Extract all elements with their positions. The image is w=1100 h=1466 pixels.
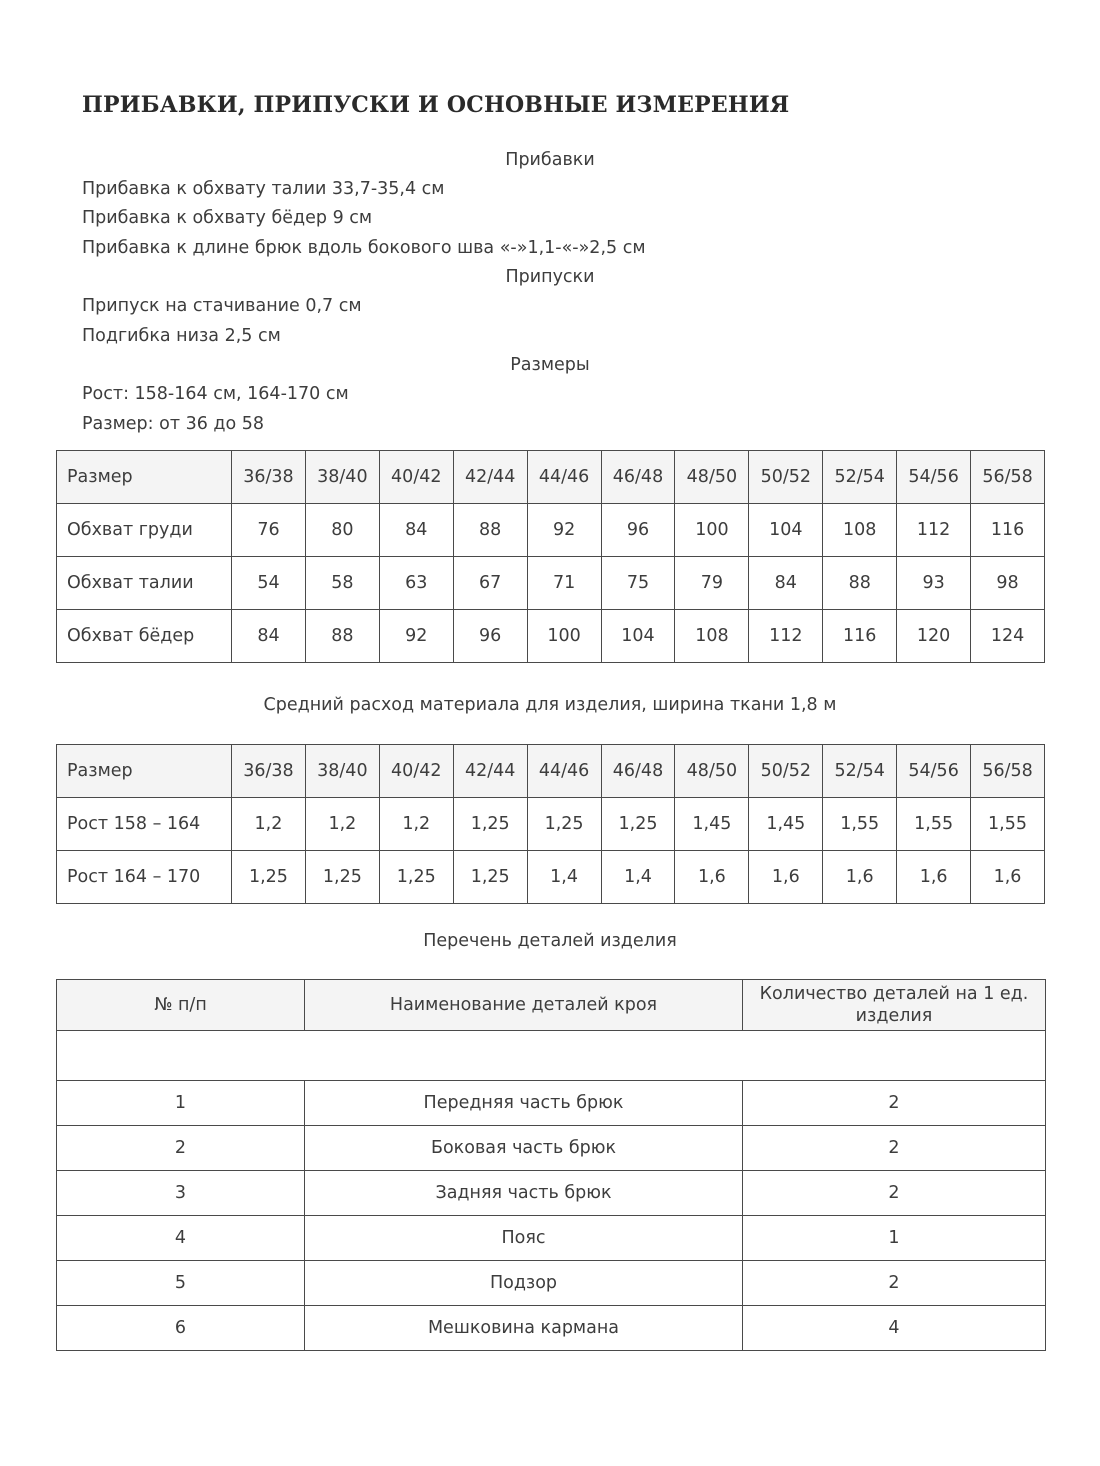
table-header-row bbox=[57, 745, 1045, 798]
table-row bbox=[57, 1216, 1046, 1261]
table-cell: 4 bbox=[743, 1306, 1046, 1351]
table-cell: 40/42 bbox=[379, 451, 453, 504]
blank-row bbox=[57, 1031, 1046, 1081]
allowance-line: Прибавка к обхвату бёдер 9 см bbox=[82, 208, 373, 228]
table-cell: Размер bbox=[57, 745, 232, 798]
table-cell: 71 bbox=[527, 557, 601, 610]
table-cell: 3 bbox=[57, 1171, 305, 1216]
table-cell: 5 bbox=[57, 1261, 305, 1306]
table-cell: 88 bbox=[823, 557, 897, 610]
table-cell: 2 bbox=[743, 1081, 1046, 1126]
table-cell: 1,55 bbox=[823, 798, 897, 851]
table-cell: 44/46 bbox=[527, 451, 601, 504]
allowance-line: Прибавка к длине брюк вдоль бокового шва «-»1,1-«-»2,5 см bbox=[82, 238, 646, 258]
table-cell: 40/42 bbox=[379, 745, 453, 798]
table-cell: 1,6 bbox=[971, 851, 1045, 904]
table-cell: 1 bbox=[743, 1216, 1046, 1261]
table-cell: 63 bbox=[379, 557, 453, 610]
table-cell: Обхват бёдер bbox=[57, 610, 232, 663]
table-cell: 67 bbox=[453, 557, 527, 610]
table-cell: Рост 158 – 164 bbox=[57, 798, 232, 851]
table-header-row bbox=[57, 980, 1046, 1031]
table-cell: 6 bbox=[57, 1306, 305, 1351]
table-cell: 1,45 bbox=[749, 798, 823, 851]
allowance-line: Прибавка к обхвату талии 33,7-35,4 см bbox=[82, 179, 445, 199]
table-cell: 93 bbox=[897, 557, 971, 610]
table-cell: 2 bbox=[743, 1126, 1046, 1171]
table-cell: 80 bbox=[305, 504, 379, 557]
table-cell: 98 bbox=[971, 557, 1045, 610]
table-row bbox=[57, 798, 1045, 851]
table-row bbox=[57, 851, 1045, 904]
table-cell: 116 bbox=[823, 610, 897, 663]
table-cell: 112 bbox=[897, 504, 971, 557]
measurements-table bbox=[56, 450, 1045, 663]
table-cell: 1,6 bbox=[749, 851, 823, 904]
table-cell: 76 bbox=[232, 504, 306, 557]
parts-heading: Перечень деталей изделия bbox=[423, 931, 677, 951]
table-cell: 75 bbox=[601, 557, 675, 610]
table-cell: 1,4 bbox=[527, 851, 601, 904]
table-cell: 88 bbox=[305, 610, 379, 663]
table-cell: 54 bbox=[232, 557, 306, 610]
table-row bbox=[57, 504, 1045, 557]
table-cell: 38/40 bbox=[305, 745, 379, 798]
table-cell: 92 bbox=[527, 504, 601, 557]
table-cell: 1,6 bbox=[823, 851, 897, 904]
table-cell: 104 bbox=[749, 504, 823, 557]
table-cell: 44/46 bbox=[527, 745, 601, 798]
table-cell: 54/56 bbox=[897, 745, 971, 798]
table-cell: 108 bbox=[823, 504, 897, 557]
table-cell: 1,25 bbox=[527, 798, 601, 851]
seam-allowances-heading: Припуски bbox=[505, 267, 595, 287]
table-row bbox=[57, 1126, 1046, 1171]
table-cell: Обхват талии bbox=[57, 557, 232, 610]
page-title: ПРИБАВКИ, ПРИПУСКИ И ОСНОВНЫЕ ИЗМЕРЕНИЯ bbox=[82, 92, 790, 118]
table-cell: 2 bbox=[743, 1261, 1046, 1306]
table-header-row bbox=[57, 451, 1045, 504]
table-cell: 1,25 bbox=[232, 851, 306, 904]
table-cell: Мешковина кармана bbox=[305, 1306, 743, 1351]
table-cell: 1,45 bbox=[675, 798, 749, 851]
table-cell: 96 bbox=[601, 504, 675, 557]
table-cell: 58 bbox=[305, 557, 379, 610]
table-cell: 50/52 bbox=[749, 451, 823, 504]
table-cell: 100 bbox=[675, 504, 749, 557]
table-cell: 1,25 bbox=[453, 851, 527, 904]
table-cell: 120 bbox=[897, 610, 971, 663]
table-cell: 96 bbox=[453, 610, 527, 663]
table-cell: 1,4 bbox=[601, 851, 675, 904]
table-cell: 84 bbox=[379, 504, 453, 557]
table-cell: 1,55 bbox=[971, 798, 1045, 851]
table-cell: 104 bbox=[601, 610, 675, 663]
table-cell: 84 bbox=[232, 610, 306, 663]
seam-allowance-line: Подгибка низа 2,5 см bbox=[82, 326, 281, 346]
table-cell: 1 bbox=[57, 1081, 305, 1126]
table-cell: 1,6 bbox=[897, 851, 971, 904]
table-cell: 4 bbox=[57, 1216, 305, 1261]
table-cell: 116 bbox=[971, 504, 1045, 557]
table-cell: 52/54 bbox=[823, 745, 897, 798]
table-cell: 108 bbox=[675, 610, 749, 663]
table-cell: 92 bbox=[379, 610, 453, 663]
table-cell: 112 bbox=[749, 610, 823, 663]
table-cell: 1,2 bbox=[305, 798, 379, 851]
table-cell: 1,2 bbox=[232, 798, 306, 851]
sizes-heading: Размеры bbox=[510, 355, 590, 375]
table-cell: Обхват груди bbox=[57, 504, 232, 557]
table-cell: 1,25 bbox=[305, 851, 379, 904]
sizes-line: Рост: 158-164 см, 164-170 см bbox=[82, 384, 349, 404]
consumption-heading: Средний расход материала для изделия, ширина ткани 1,8 м bbox=[263, 695, 837, 715]
table-cell: 52/54 bbox=[823, 451, 897, 504]
table-cell: 2 bbox=[743, 1171, 1046, 1216]
table-cell: Боковая часть брюк bbox=[305, 1126, 743, 1171]
table-cell: 1,55 bbox=[897, 798, 971, 851]
table-cell: 1,25 bbox=[601, 798, 675, 851]
table-cell: Размер bbox=[57, 451, 232, 504]
table-row bbox=[57, 557, 1045, 610]
table-cell: 50/52 bbox=[749, 745, 823, 798]
table-cell bbox=[57, 1031, 1046, 1081]
table-cell: 2 bbox=[57, 1126, 305, 1171]
table-cell: 124 bbox=[971, 610, 1045, 663]
table-cell: 54/56 bbox=[897, 451, 971, 504]
table-cell: 36/38 bbox=[232, 745, 306, 798]
table-cell: 42/44 bbox=[453, 451, 527, 504]
allowances-heading: Прибавки bbox=[505, 150, 595, 170]
table-cell: 56/58 bbox=[971, 745, 1045, 798]
table-cell: Подзор bbox=[305, 1261, 743, 1306]
sizes-line: Размер: от 36 до 58 bbox=[82, 414, 265, 434]
table-cell: 56/58 bbox=[971, 451, 1045, 504]
table-cell: Рост 164 – 170 bbox=[57, 851, 232, 904]
table-cell: Наименование деталей кроя bbox=[305, 980, 743, 1031]
table-cell: 1,25 bbox=[379, 851, 453, 904]
table-cell: Передняя часть брюк bbox=[305, 1081, 743, 1126]
table-cell: 38/40 bbox=[305, 451, 379, 504]
table-row bbox=[57, 1081, 1046, 1126]
table-cell: 1,25 bbox=[453, 798, 527, 851]
table-cell: 1,2 bbox=[379, 798, 453, 851]
table-cell: № п/п bbox=[57, 980, 305, 1031]
table-cell: 36/38 bbox=[232, 451, 306, 504]
table-row bbox=[57, 610, 1045, 663]
table-cell: 46/48 bbox=[601, 451, 675, 504]
table-cell: Количество деталей на 1 ед. изделия bbox=[743, 980, 1046, 1031]
table-row bbox=[57, 1306, 1046, 1351]
table-cell: 100 bbox=[527, 610, 601, 663]
table-cell: Пояс bbox=[305, 1216, 743, 1261]
table-cell: 42/44 bbox=[453, 745, 527, 798]
table-cell: 84 bbox=[749, 557, 823, 610]
parts-table bbox=[56, 979, 1046, 1351]
table-row bbox=[57, 1261, 1046, 1306]
table-cell: 46/48 bbox=[601, 745, 675, 798]
seam-allowance-line: Припуск на стачивание 0,7 см bbox=[82, 296, 362, 316]
table-cell: 79 bbox=[675, 557, 749, 610]
table-cell: Задняя часть брюк bbox=[305, 1171, 743, 1216]
table-cell: 48/50 bbox=[675, 745, 749, 798]
table-cell: 1,6 bbox=[675, 851, 749, 904]
consumption-table bbox=[56, 744, 1045, 904]
table-cell: 88 bbox=[453, 504, 527, 557]
table-row bbox=[57, 1171, 1046, 1216]
table-cell: 48/50 bbox=[675, 451, 749, 504]
